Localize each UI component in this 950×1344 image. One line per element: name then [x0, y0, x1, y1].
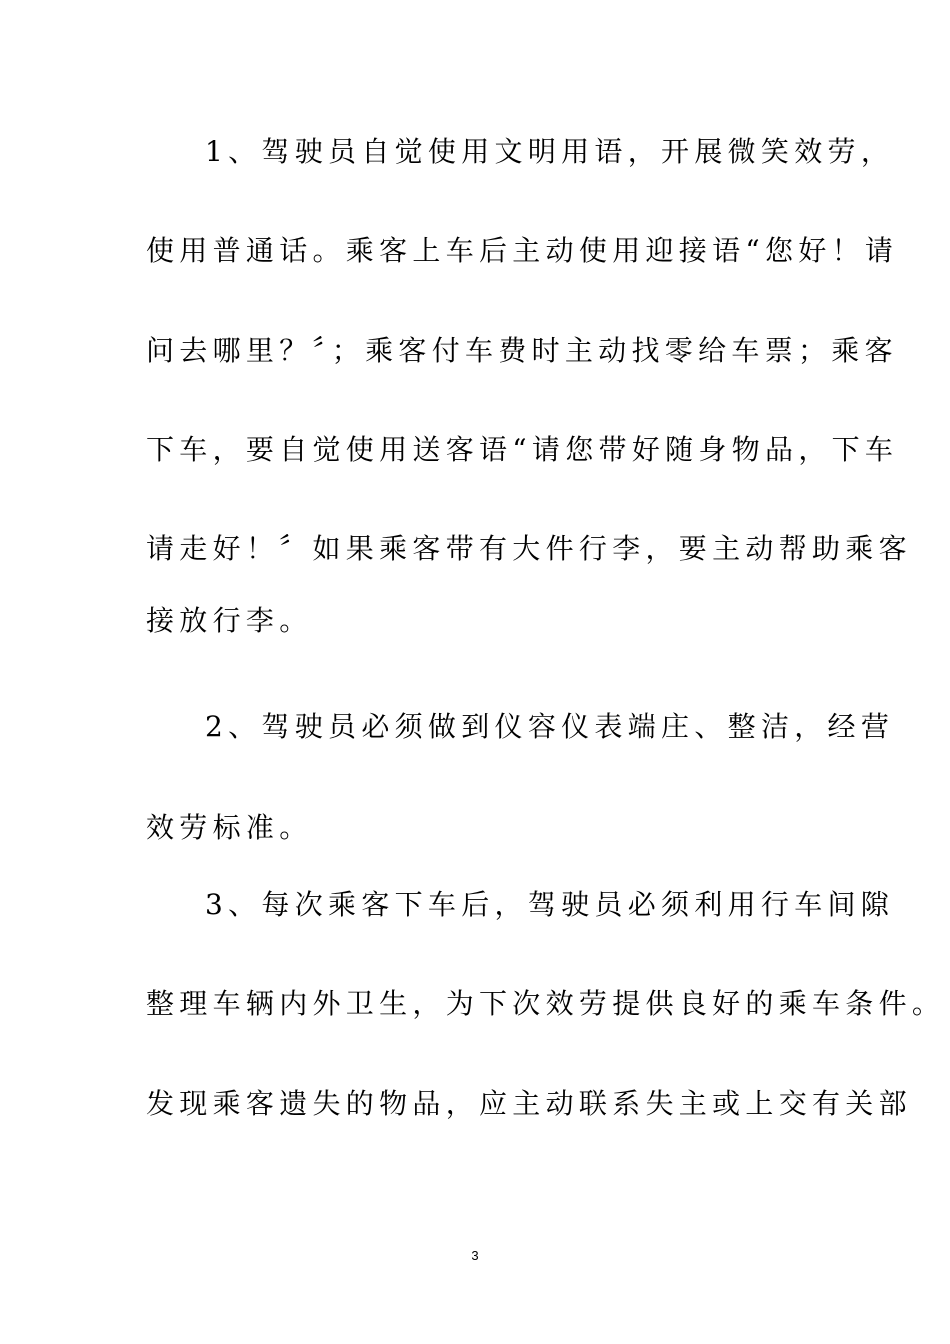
paragraph-2-line-2: 效劳标准。	[146, 811, 313, 844]
paragraph-1-line-4: 下车，要自觉使用送客语“请您带好随身物品，下车	[146, 433, 899, 466]
paragraph-1-line-1: 1、驾驶员自觉使用文明用语，开展微笑效劳，	[205, 135, 895, 168]
paragraph-1-line-6: 接放行李。	[146, 604, 313, 637]
paragraph-1-line-3: 问去哪里？〞；乘客付车费时主动找零给车票；乘客	[146, 334, 898, 367]
paragraph-1-line-5: 请走好！〞如果乘客带有大件行李，要主动帮助乘客	[146, 532, 912, 565]
paragraph-2-line-1: 2、驾驶员必须做到仪容仪表端庄、整洁，经营	[205, 710, 895, 743]
paragraph-3-line-1: 3、每次乘客下车后，驾驶员必须利用行车间隙	[205, 888, 895, 921]
paragraph-1-line-2: 使用普通话。乘客上车后主动使用迎接语“您好！请	[146, 234, 899, 267]
paragraph-3-line-3: 发现乘客遗失的物品，应主动联系失主或上交有关部	[146, 1087, 912, 1120]
paragraph-3-line-2: 整理车辆内外卫生，为下次效劳提供良好的乘车条件。	[146, 987, 946, 1020]
page-number: 3	[471, 1248, 479, 1263]
